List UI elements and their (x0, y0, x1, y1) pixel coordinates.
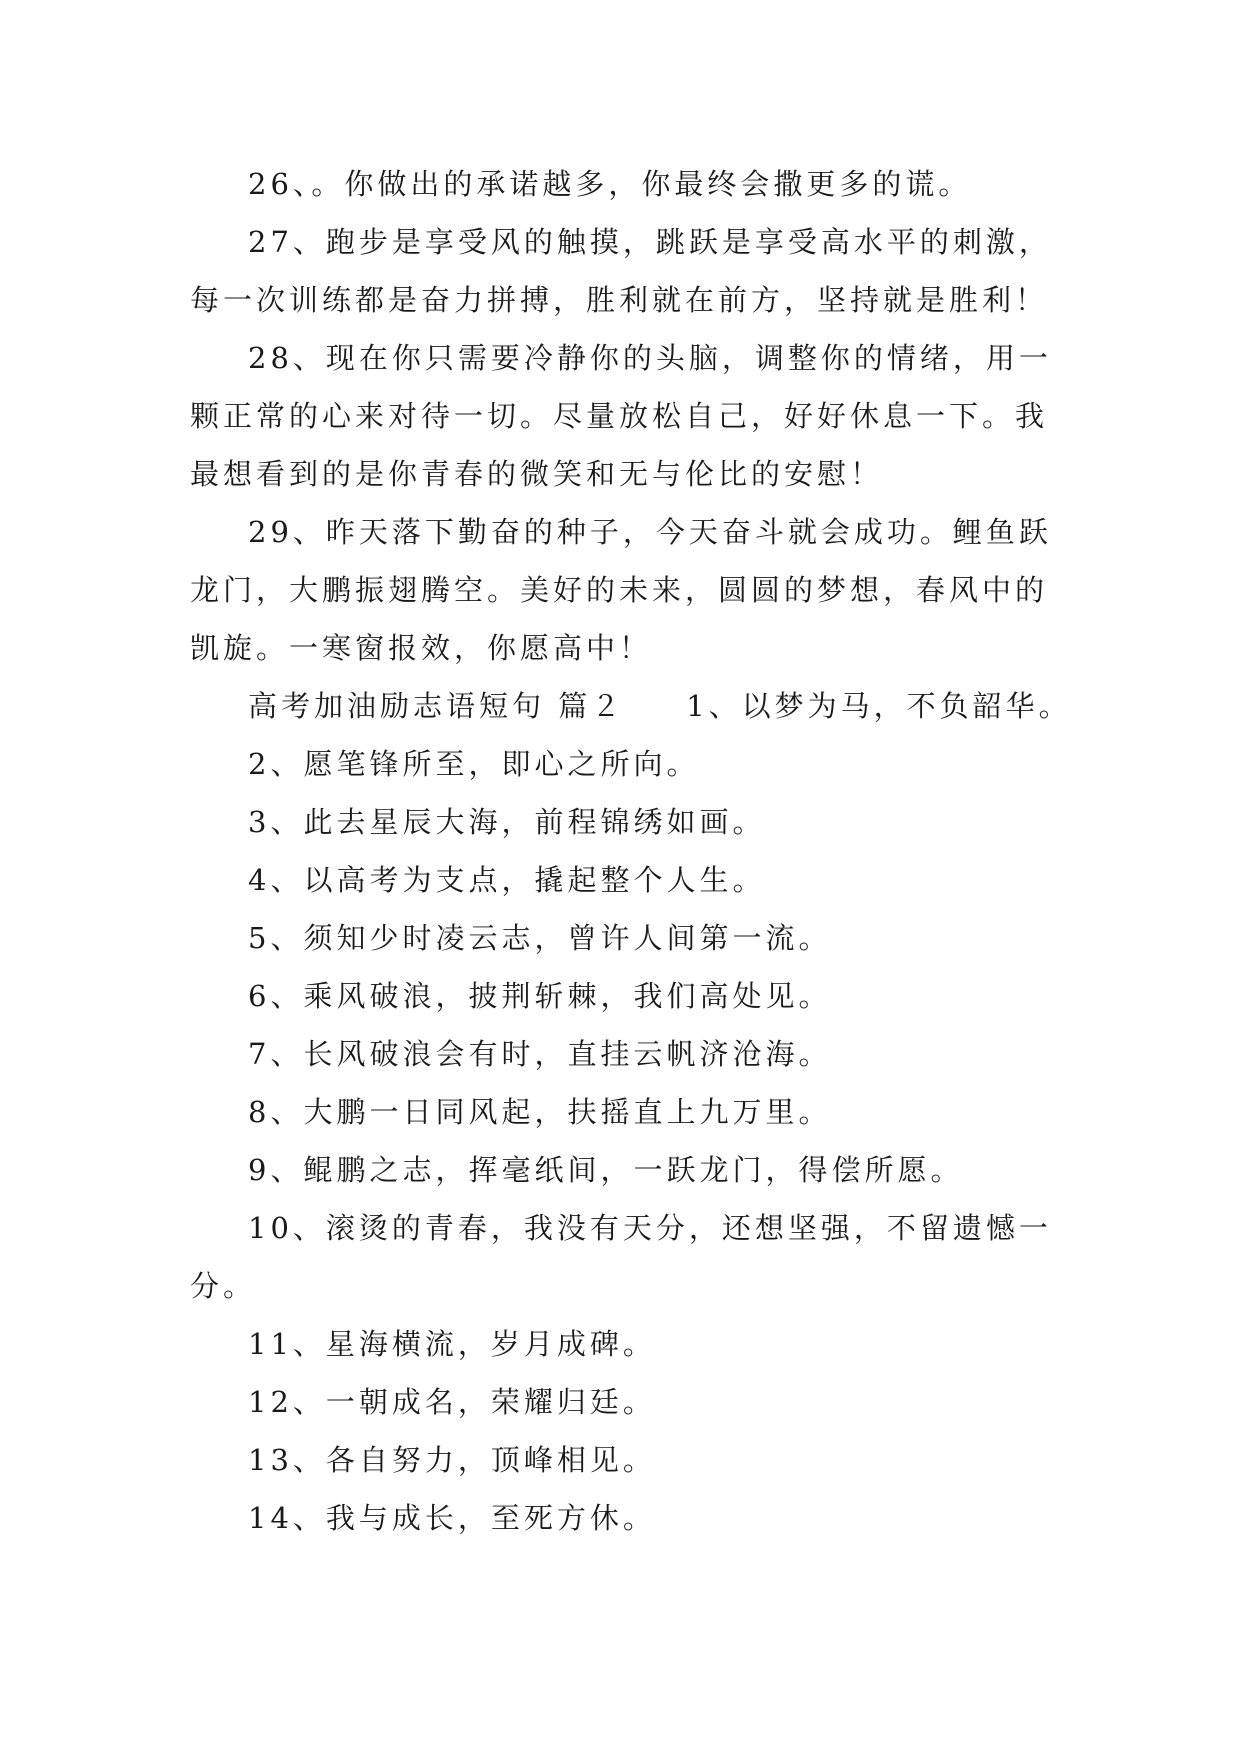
list-item-8: 8、大鹏一日同风起，扶摇直上九万里。 (248, 1095, 832, 1129)
list-item-9: 9、鲲鹏之志，挥毫纸间，一跃龙门，得偿所愿。 (248, 1153, 964, 1187)
list-item-13: 13、各自努力，顶峰相见。 (248, 1443, 656, 1477)
paragraph-29: 29、昨天落下勤奋的种子，今天奋斗就会成功。鲤鱼跃龙门，大鹏振翅腾空。美好的未来，圆圆的梦想，春风中的凯旋。一寒窗报效，你愿高中！ (190, 515, 1052, 665)
paragraph-26: 26、。你做出的承诺越多，你最终会撒更多的谎。 (248, 167, 972, 201)
section-heading: 高考加油励志语短句 篇２ (248, 689, 625, 723)
list-item-7: 7、长风破浪会有时，直挂云帆济沧海。 (248, 1037, 832, 1071)
list-item-14: 14、我与成长，至死方休。 (248, 1501, 656, 1535)
list-item-1: 1、以梦为马，不负韶华。 (686, 689, 1072, 723)
paragraph-27: 27、跑步是享受风的触摸，跳跃是享受高水平的刺激，每一次训练都是奋力拼搏，胜利就在前方，坚持就是胜利！ (190, 225, 1052, 317)
list-item-12: 12、一朝成名，荣耀归廷。 (248, 1385, 656, 1419)
document-body (190, 155, 1070, 1547)
section-heading-line (190, 677, 1070, 735)
list-item-4: 4、以高考为支点，撬起整个人生。 (248, 863, 766, 897)
list-item-5: 5、须知少时凌云志，曾许人间第一流。 (248, 921, 832, 955)
list-item-3: 3、此去星辰大海，前程锦绣如画。 (248, 805, 766, 839)
list-item-6: 6、乘风破浪，披荆斩棘，我们高处见。 (248, 979, 832, 1013)
paragraph-28: 28、现在你只需要冷静你的头脑，调整你的情绪，用一颗正常的心来对待一切。尽量放松自己，好好休息一下。我最想看到的是你青春的微笑和无与伦比的安慰！ (190, 341, 1052, 491)
list-item-10: 10、滚烫的青春，我没有天分，还想坚强，不留遗憾一分。 (190, 1211, 1052, 1303)
list-item-11: 11、星海横流，岁月成碑。 (248, 1327, 656, 1361)
list-item-2: 2、愿笔锋所至，即心之所向。 (248, 747, 700, 781)
